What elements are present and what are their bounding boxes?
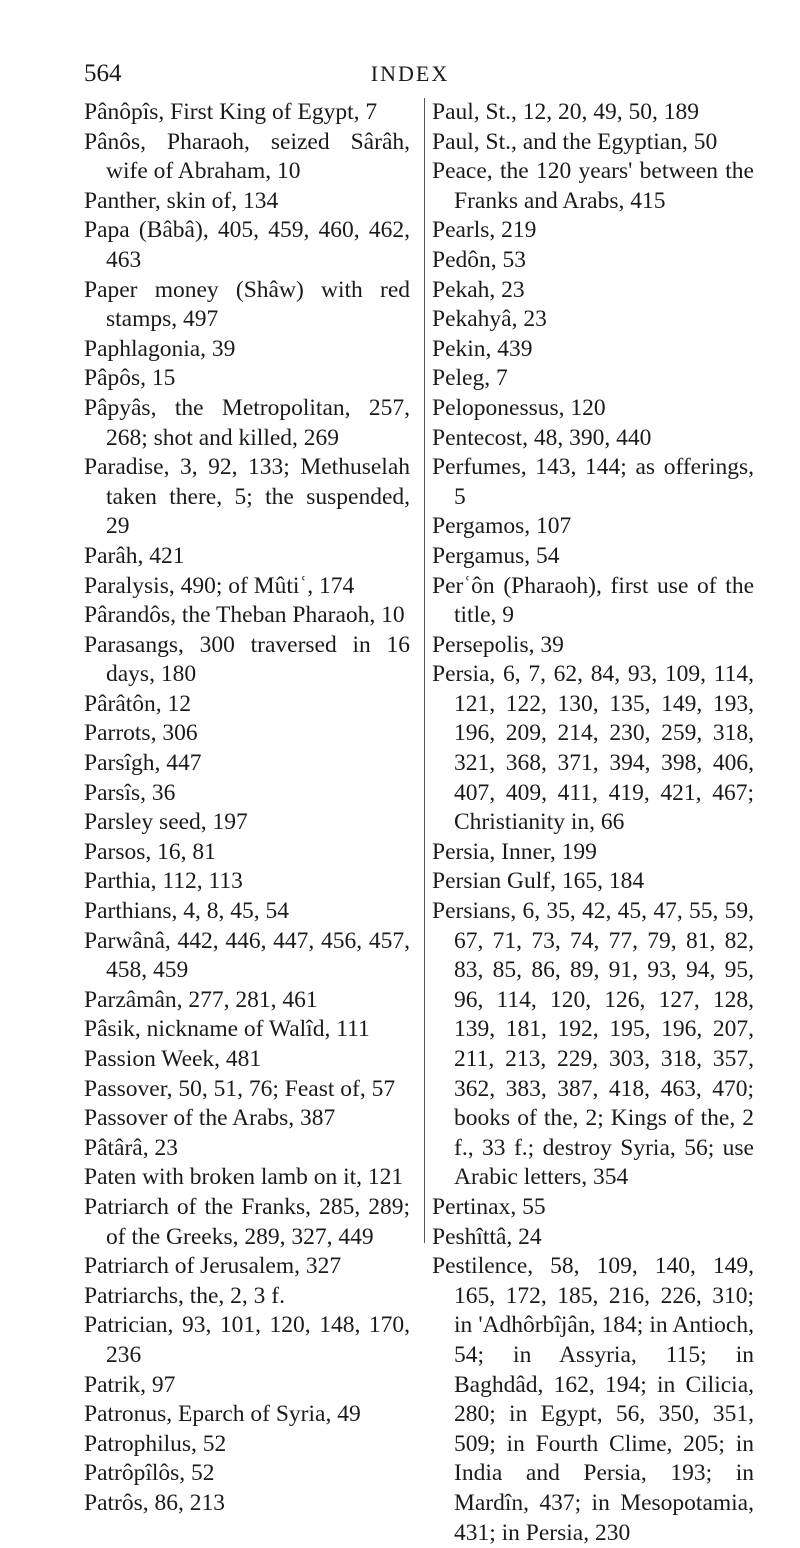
index-entry: Paten with broken lamb on it, 121 — [84, 1164, 404, 1191]
index-entry: Patronus, Eparch of Syria, 49 — [84, 1401, 361, 1428]
index-entry: Persia, 6, 7, 62, 84, 93, 109, 114, 121, 122, 130, 135, 149, 193, 196, 209, 214, 230, 259, 318, 321, 368, 371, 394, 398, 406, 407, 409, 411, 419, 421, 467; Christianity in, 66 — [432, 661, 754, 836]
index-entry: Pergamos, 107 — [432, 513, 572, 540]
index-entry: Pâsik, nickname of Walîd, 111 — [84, 1016, 370, 1043]
index-entry: Parasangs, 300 traversed in 16 days, 180 — [84, 631, 410, 688]
index-entry: Pârandôs, the Theban Pharaoh, 10 — [84, 602, 405, 629]
index-entry: Pâpyâs, the Metropolitan, 257, 268; shot and killed, 269 — [84, 394, 410, 451]
index-entry: Paper money (Shâw) with red stamps, 497 — [84, 276, 410, 333]
index-entry: Patrik, 97 — [84, 1371, 176, 1398]
index-column-right — [432, 98, 754, 1548]
index-entry: Patrician, 93, 101, 120, 148, 170, 236 — [84, 1312, 410, 1368]
index-entry: Parthia, 112, 113 — [84, 868, 243, 895]
index-entry: Parsley seed, 197 — [84, 809, 248, 836]
index-entry: Pekahyâ, 23 — [432, 306, 547, 333]
index-entry: Patriarch of Jerusalem, 327 — [84, 1253, 342, 1280]
index-entry: Pestilence, 58, 109, 140, 149, 165, 172, 185, 216, 226, 310; in 'Adhôrbîjân, 184; in Antioch, 54; in Assyria, 115; in Baghdâd, 162, 194; in Cilicia, 280; in Egypt, 56, 350, 351, 509; in Fourth Clime, 205; in India and Persia, 193; in Mardîn, 437; in Mesopotamia, 431; in Persia, 230 — [432, 1253, 754, 1546]
index-entry: Pâpôs, 15 — [84, 365, 176, 392]
index-entry: Paradise, 3, 92, 133; Methuselah taken there, 5; the suspended, 29 — [84, 454, 410, 540]
index-entry: Peace, the 120 years' between the Franks and Arabs, 415 — [432, 158, 754, 214]
index-column-left — [84, 98, 410, 1519]
index-entry: Passover, 50, 51, 76; Feast of, 57 — [84, 1075, 396, 1102]
index-entry: Pergamus, 54 — [432, 542, 560, 569]
index-entry: Parwânâ, 442, 446, 447, 456, 457, 458, 459 — [84, 927, 410, 984]
index-entry: Pekah, 23 — [432, 276, 525, 303]
index-entry: Patrôpîlôs, 52 — [84, 1460, 215, 1487]
index-entry: Paul, St., 12, 20, 49, 50, 189 — [432, 99, 700, 125]
index-entry: Pâtârâ, 23 — [84, 1134, 178, 1161]
index-entry: Peloponessus, 120 — [432, 394, 606, 421]
index-entry: Pekin, 439 — [432, 335, 533, 362]
index-entry: Parâh, 421 — [84, 542, 185, 569]
page-number: 564 — [84, 60, 122, 87]
index-entry: Persian Gulf, 165, 184 — [432, 868, 645, 895]
index-entry: Parthians, 4, 8, 45, 54 — [84, 898, 289, 925]
index-entry: Parzâmân, 277, 281, 461 — [84, 986, 318, 1013]
index-entry: Pârâtôn, 12 — [84, 690, 192, 717]
index-entry: Pânôpîs, First King of Egypt, 7 — [84, 99, 378, 125]
index-entry: Persepolis, 39 — [432, 631, 564, 658]
index-entry: Parsîgh, 447 — [84, 750, 202, 777]
index-entry: Peleg, 7 — [432, 365, 508, 392]
index-entry: Parrots, 306 — [84, 720, 198, 747]
index-entry: Panther, skin of, 134 — [84, 187, 279, 214]
column-divider — [424, 98, 425, 1243]
index-entry: Papa (Bâbâ), 405, 459, 460, 462, 463 — [84, 217, 410, 273]
index-entry: Persians, 6, 35, 42, 45, 47, 55, 59, 67, 71, 73, 74, 77, 79, 81, 82, 83, 85, 86, 89, 91, 93, 94, 95, 96, 114, 120, 126, 127, 128, 139, 181, 192, 195, 196, 207, 211, 213, 229, 303, 318, 357, 362, 383, 387, 418, 463, 470; books of the, 2; Kings of the, 2 f., 33 f.; destroy Syria, 56; use Arabic letters, 354 — [432, 898, 754, 1191]
running-head: INDEX — [370, 61, 450, 86]
index-entry: Patrophilus, 52 — [84, 1430, 227, 1457]
index-entry: Peshîttâ, 24 — [432, 1223, 542, 1250]
index-entry: Perfumes, 143, 144; as offerings, 5 — [432, 454, 754, 510]
index-entry: Patriarchs, the, 2, 3 f. — [84, 1282, 286, 1309]
index-entry: Pânôs, Pharaoh, seized Sârâh, wife of Abraham, 10 — [84, 128, 410, 185]
index-entry: Parsos, 16, 81 — [84, 838, 216, 865]
index-entry: Pentecost, 48, 390, 440 — [432, 424, 652, 451]
index-entry: Passion Week, 481 — [84, 1046, 262, 1072]
index-entry: Perʿôn (Pharaoh), first use of the title, 9 — [432, 572, 754, 629]
index-entry: Paul, St., and the Egyptian, 50 — [432, 128, 718, 155]
index-entry: Persia, Inner, 199 — [432, 838, 597, 865]
index-entry: Patriarch of the Franks, 285, 289; of the Greeks, 289, 327, 449 — [84, 1193, 410, 1250]
index-entry: Paralysis, 490; of Mûtiʿ, 174 — [84, 572, 355, 599]
index-entry: Passover of the Arabs, 387 — [84, 1105, 336, 1132]
page-header — [84, 60, 736, 100]
index-entry: Pearls, 219 — [432, 217, 537, 244]
index-entry: Pedôn, 53 — [432, 246, 526, 273]
index-entry: Pertinax, 55 — [432, 1193, 546, 1220]
index-entry: Paphlagonia, 39 — [84, 335, 236, 362]
index-entry: Patrôs, 86, 213 — [84, 1489, 225, 1516]
index-entry: Parsîs, 36 — [84, 779, 176, 806]
